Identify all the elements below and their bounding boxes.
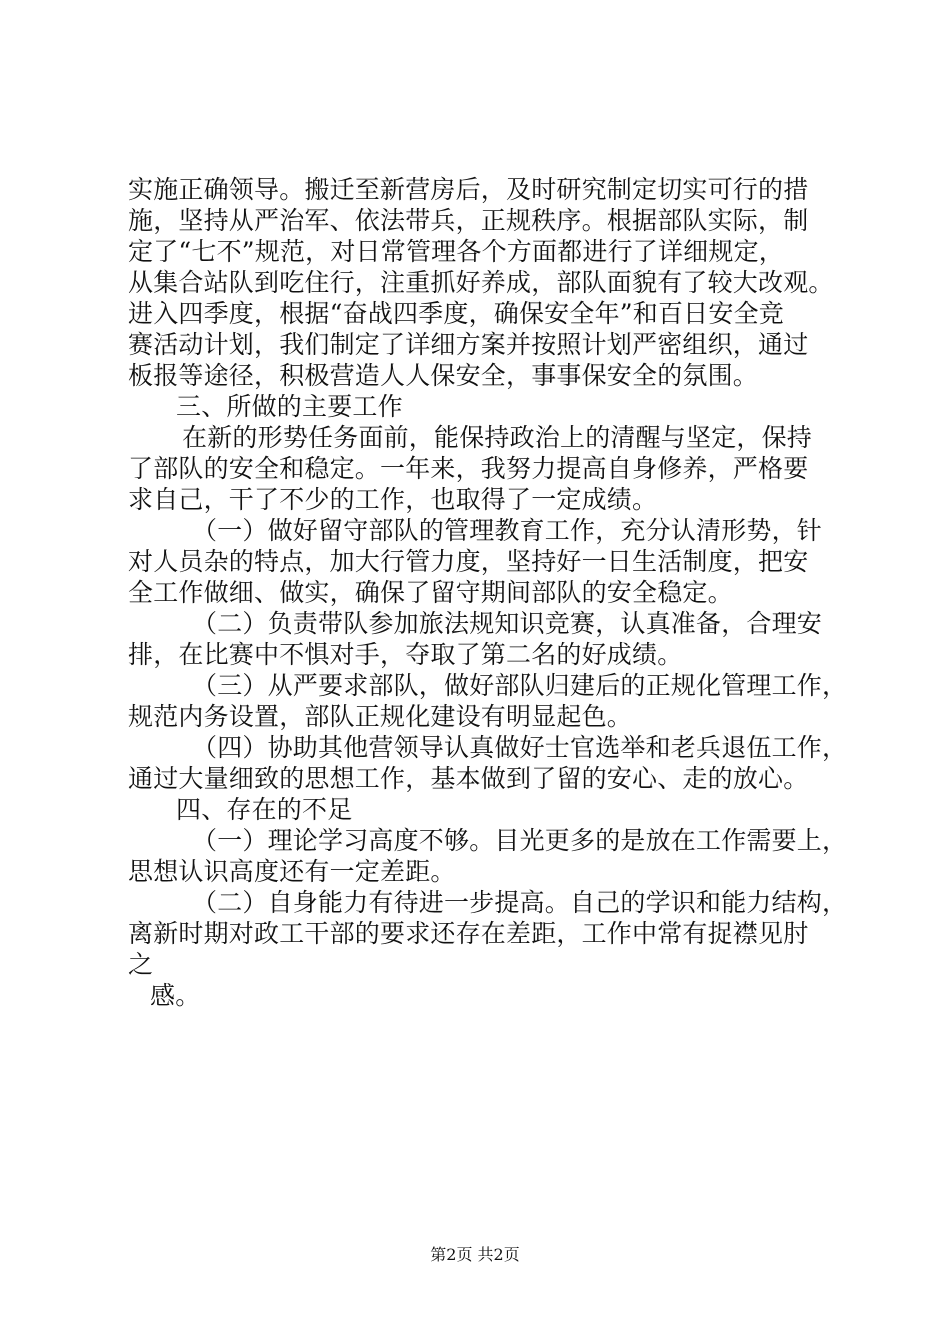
text-line: 离新时期对政工干部的要求还存在差距，工作中常有捉襟见肘 <box>128 919 809 948</box>
text-line: 实施正确领导。搬迁至新营房后，及时研究制定切实可行的措 <box>128 175 809 204</box>
text-line: （二）负责带队参加旅法规知识竞赛，认真准备，合理安 <box>192 609 823 638</box>
section-heading: 三、所做的主要工作 <box>176 392 403 421</box>
text-line: 通过大量细致的思想工作，基本做到了留的安心、走的放心。 <box>128 764 809 793</box>
text-line: 板报等途径，积极营造人人保安全，事事保安全的氛围。 <box>128 361 759 390</box>
text-line: 之 <box>128 950 154 979</box>
text-line: （二）自身能力有待进一步提高。自己的学识和能力结构， <box>192 888 848 917</box>
text-line: 定了“七不”规范，对日常管理各个方面都进行了详细规定， <box>128 237 784 266</box>
text-line: 全工作做细、做实，确保了留守期间部队的安全稳定。 <box>128 578 733 607</box>
document-body <box>128 174 848 1011</box>
text-line: 从集合站队到吃住行，注重抓好养成，部队面貌有了较大改观。 <box>128 268 834 297</box>
section-heading: 四、存在的不足 <box>176 795 353 824</box>
text-line: （一）做好留守部队的管理教育工作，充分认清形势，针 <box>192 516 823 545</box>
text-line: 了部队的安全和稳定。一年来，我努力提高自身修养，严格要 <box>128 454 809 483</box>
text-line: 排，在比赛中不惧对手，夺取了第二名的好成绩。 <box>128 640 683 669</box>
text-line: 进入四季度，根据“奋战四季度，确保安全年”和百日安全竞 <box>128 299 784 328</box>
text-line: 思想认识高度还有一定差距。 <box>128 857 456 886</box>
text-line: 对人员杂的特点，加大行管力度，坚持好一日生活制度，把安 <box>128 547 809 576</box>
text-line: （三）从严要求部队，做好部队归建后的正规化管理工作， <box>192 671 848 700</box>
text-line: （一）理论学习高度不够。目光更多的是放在工作需要上， <box>192 826 848 855</box>
page-footer: 第2页 共2页 <box>430 1245 520 1264</box>
text-line: 感。 <box>150 981 201 1010</box>
text-line: 施，坚持从严治军、依法带兵，正规秩序。根据部队实际，制 <box>128 206 809 235</box>
text-line: 在新的形势任务面前，能保持政治上的清醒与坚定，保持 <box>182 423 813 452</box>
text-line: 求自己，干了不少的工作，也取得了一定成绩。 <box>128 485 658 514</box>
text-line: 赛活动计划，我们制定了详细方案并按照计划严密组织，通过 <box>128 330 809 359</box>
text-line: （四）协助其他营领导认真做好士官选举和老兵退伍工作， <box>192 733 848 762</box>
text-line: 规范内务设置，部队正规化建设有明显起色。 <box>128 702 633 731</box>
